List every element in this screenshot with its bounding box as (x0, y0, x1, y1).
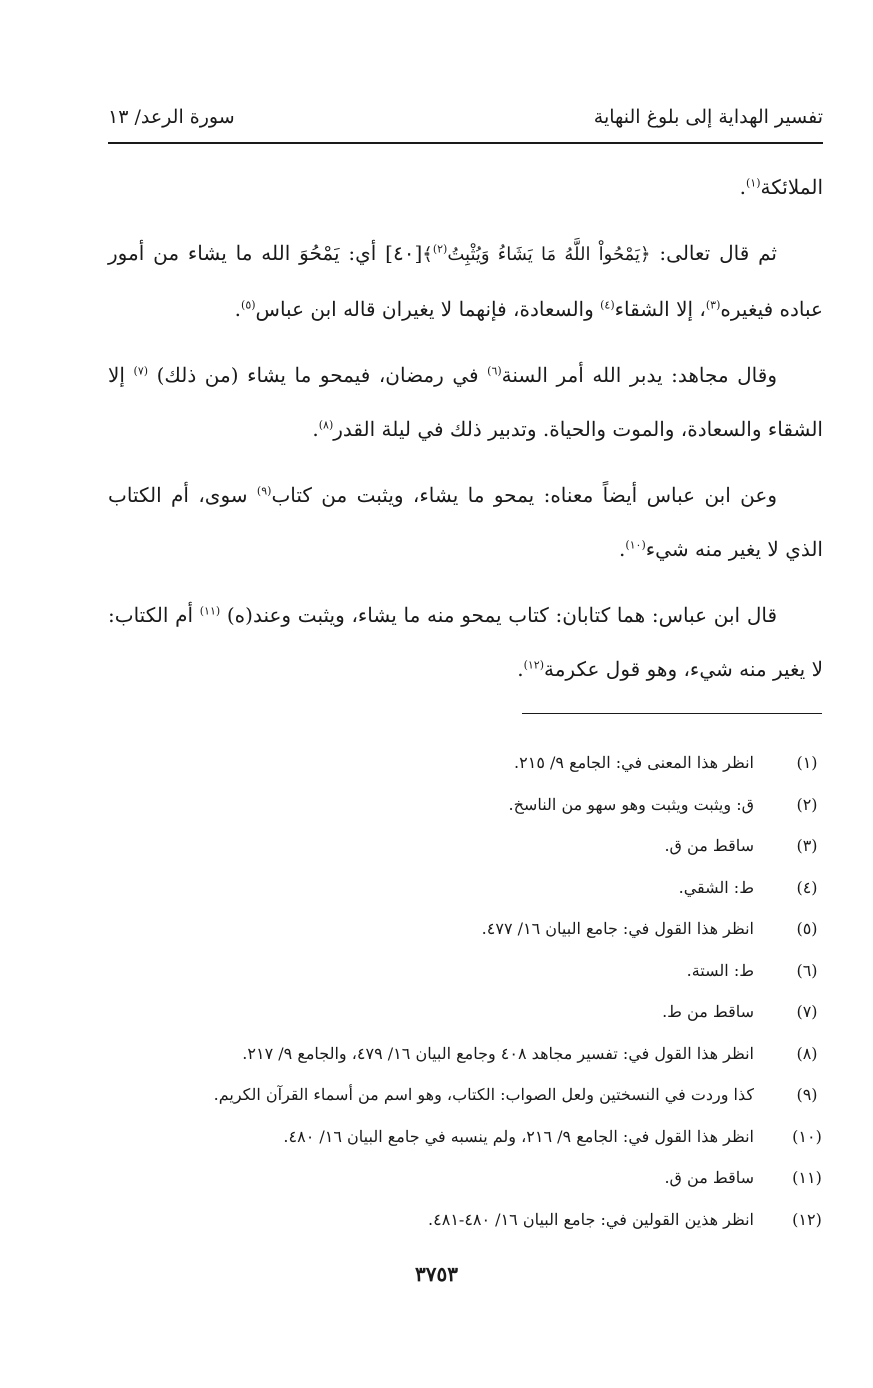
footnote-text: ق: ويثبت ويثبت وهو سهو من الناسخ. (508, 794, 754, 814)
footnote-item (108, 790, 828, 832)
footnote-text: ساقط من ق. (664, 1168, 754, 1187)
text-run: أم الكتاب: لا يغير منه شيء، وهو قول عكرمة (108, 603, 823, 681)
running-header (108, 102, 823, 138)
paragraph-3 (108, 348, 823, 456)
footnote-text: انظر هذا المعنى في: الجامع ٩/ ٢١٥. (514, 753, 754, 772)
footnote-ref: (١) (746, 176, 761, 190)
footnote-item (108, 1205, 828, 1247)
verse-close-bracket: ﴾ (422, 244, 433, 265)
footnote-ref: (٣) (705, 298, 721, 312)
text-run: . (234, 297, 242, 321)
footnote-ref: (٩) (256, 484, 272, 498)
text-run: ، إلا الشقاء (614, 297, 706, 321)
footnote-number: (٤) (796, 877, 818, 897)
footnote-text: ط: الشقي. (678, 877, 754, 897)
book-title: تفسير الهداية إلى بلوغ النهاية (593, 106, 823, 128)
quran-verse: ﴿يَمْحُواْ اللَّهُ مَا يَشَاءُ وَيُثْبِتُ (447, 244, 651, 265)
text-run: . (312, 417, 319, 441)
text-run: إلا الشقاء والسعادة، والموت والحياة. وتدبير ذلك في ليلة القدر (108, 363, 823, 441)
page-number: ٣٧٥٣ (415, 1262, 458, 1286)
footnote-number: (١١) (792, 1168, 822, 1187)
footnote-item (108, 956, 828, 998)
footnote-ref: (١٠) (625, 538, 646, 552)
paragraph-4 (108, 468, 823, 576)
footnote-item (108, 1080, 828, 1122)
footnote-text: ط: الستة. (686, 960, 754, 980)
paragraph-5 (108, 588, 823, 696)
text-run: قال ابن عباس: هما كتابان: كتاب يمحو منه ما يشاء، ويثبت وعند(ه) (220, 603, 777, 627)
footnote-ref: (٨) (318, 418, 334, 432)
footnote-item (108, 748, 828, 790)
text-run: الملائكة (760, 175, 823, 199)
footnote-text: كذا وردت في النسختين ولعل الصواب: الكتاب، وهو اسم من أسماء القرآن الكريم. (213, 1085, 754, 1104)
footnote-number: (٦) (796, 960, 818, 980)
footnote-item (108, 831, 828, 873)
footnote-ref: (٤) (600, 298, 615, 312)
footnote-ref: (٧) (133, 364, 149, 378)
text-run: سوى، أم الكتاب الذي لا يغير منه شيء (108, 483, 823, 561)
text-run: وعن ابن عباس أيضاً معناه: يمحو ما يشاء، ويثبت من كتاب (271, 483, 777, 507)
footnote-number: (١) (796, 753, 818, 772)
surah-reference: سورة الرعد/ ١٣ (108, 106, 235, 128)
footnote-item (108, 997, 828, 1039)
text-run: ثم قال تعالى: (650, 241, 777, 265)
footnote-ref: (١١) (199, 604, 221, 618)
footnote-text: ساقط من ق. (664, 836, 754, 855)
footnote-item (108, 1163, 828, 1205)
text-run: . (517, 657, 524, 681)
footnote-text: انظر هذا القول في: جامع البيان ١٦/ ٤٧٧. (481, 919, 754, 938)
footnote-item (108, 1039, 828, 1081)
footnote-number: (٧) (796, 1002, 818, 1021)
text-run: . (739, 175, 746, 199)
footnote-item (108, 914, 828, 956)
footnote-number: (١٢) (792, 1209, 822, 1229)
footnote-ref: (٦) (487, 364, 502, 378)
footnote-number: (٢) (796, 794, 818, 814)
footnote-item (108, 873, 828, 915)
footnote-ref: (١٢) (523, 658, 544, 672)
footnote-number: (٣) (796, 836, 818, 855)
text-run: . (618, 537, 626, 561)
footnote-number: (٨) (796, 1043, 818, 1063)
footnote-number: (١٠) (792, 1126, 822, 1146)
header-rule (108, 142, 823, 144)
ayah-number: [٤٠] (385, 241, 423, 265)
footnote-text: انظر هذا القول في: تفسير مجاهد ٤٠٨ وجامع البيان ١٦/ ٤٧٩، والجامع ٩/ ٢١٧. (242, 1043, 754, 1063)
text-run: وقال مجاهد: يدبر الله أمر السنة (501, 363, 777, 387)
footnote-ref: (٢) (432, 242, 448, 256)
footnote-text: انظر هذا القول في: الجامع ٩/ ٢١٦، ولم ينسبه في جامع البيان ١٦/ ٤٨٠. (283, 1126, 754, 1146)
text-run: في رمضان، فيمحو ما يشاء (من ذلك) (148, 363, 488, 387)
text-run: والسعادة، فإنهما لا يغيران قاله ابن عباس (255, 297, 601, 321)
footnote-text: انظر هذين القولين في: جامع البيان ١٦/ ٤٨٠-٤٨١. (428, 1209, 754, 1229)
footnotes (108, 748, 828, 1246)
footnote-number: (٥) (796, 919, 818, 938)
footnote-text: ساقط من ط. (662, 1002, 754, 1021)
text-run: أي: يَمْحُوَ الله ما يشاء من أمور عباده فيغيره (108, 241, 823, 321)
footnote-separator (522, 713, 822, 714)
footnote-number: (٩) (796, 1085, 818, 1104)
footnote-ref: (٥) (241, 298, 256, 312)
paragraph-1 (108, 160, 823, 214)
paragraph-2 (108, 226, 823, 336)
footnote-item (108, 1122, 828, 1164)
main-text (108, 160, 823, 708)
